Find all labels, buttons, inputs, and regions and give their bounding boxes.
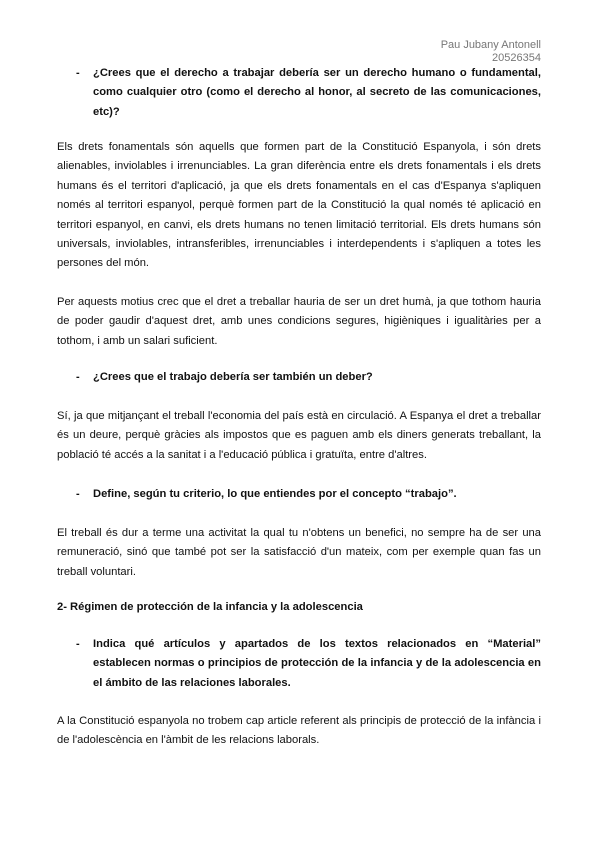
question-1: ¿Crees que el derecho a trabajar debería ser un derecho humano o fundamental, como cualquier otro (como el derecho al honor, al secreto de las comunicaciones, etc)? (93, 67, 541, 118)
author-name: Pau Jubany Antonell (440, 39, 541, 51)
question-3: Define, según tu criterio, lo que entiendes por el concepto “trabajo”. (93, 488, 457, 500)
bullet-dash: - (76, 638, 80, 650)
student-id: 20526354 (492, 52, 541, 64)
answer-paragraph-2: Per aquests motius crec que el dret a treballar hauria de ser un dret humà, ja que tothom hauria de poder gaudir d'aquest dret, amb unes condicions segures, higièniques i igualitàries per a tothom, i amb un salari suficient. (57, 296, 541, 347)
answer-paragraph-1: Els drets fonamentals són aquells que formen part de la Constitució Espanyola, i són drets alienables, inviolables i irrenunciables. La gran diferència entre els drets fonamentals i els drets humans és el territori d'aplicació, ja que els drets fonamentals en el cas d'Espanya s'apliquen només al territori espanyol, perquè formen part de la Constitució la qual només té aplicació en territori espanyol, en canvi, els drets humans no tenen limitació territorial. Els drets humans són universals, inviolables, intransferibles, irrenunciables i interdependents i s'apliquen a totes les persones del món. (57, 141, 541, 270)
section-heading: 2- Régimen de protección de la infancia y la adolescencia (57, 601, 363, 613)
page-header (441, 39, 541, 65)
answer-paragraph-4: El treball és dur a terme una activitat la qual tu n'obtens un benefici, no sempre ha de ser una remuneració, sinó que també pot ser la satisfacció d'un mateix, com per exemple quan fas un treball voluntari. (57, 527, 541, 578)
bullet-dash: - (76, 67, 80, 79)
question-4: Indica qué artículos y apartados de los textos relacionados en “Material” establecen normas o principios de protección de la infancia y de la adolescencia en el ámbito de las relaciones laborales. (93, 638, 541, 689)
question-2: ¿Crees que el trabajo debería ser también un deber? (93, 371, 373, 383)
bullet-dash: - (76, 488, 80, 500)
answer-paragraph-5: A la Constitució espanyola no trobem cap article referent als principis de protecció de la infància i de l'adolescència en l'àmbit de les relacions laborals. (57, 715, 541, 747)
answer-paragraph-3: Sí, ja que mitjançant el treball l'economia del país està en circulació. A Espanya el dret a treballar és un deure, perquè gràcies als impostos que es paguen amb els diners generats treballant, la població té accés a la sanitat i a l'educació pública i gratuïta, entre d'altres. (57, 410, 541, 461)
bullet-dash: - (76, 371, 80, 383)
